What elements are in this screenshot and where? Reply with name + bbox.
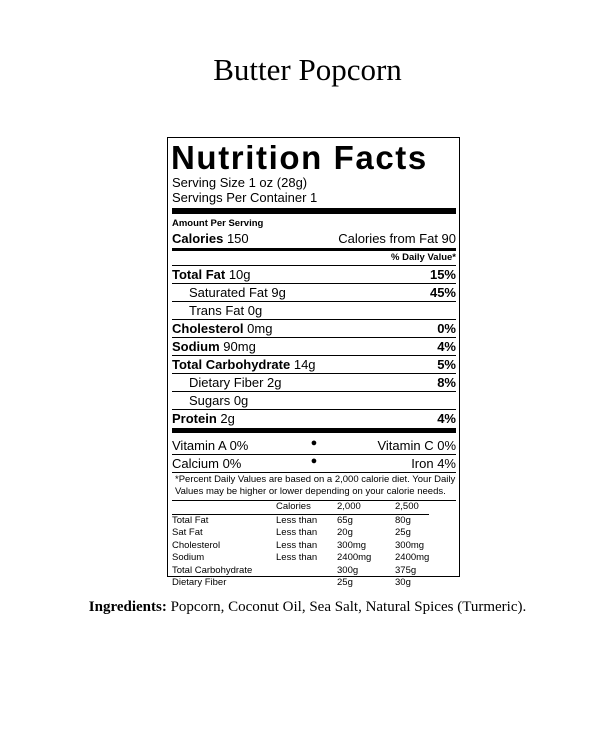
table-cell: Sodium [172, 552, 205, 563]
nutrient-row-saturated-fat [172, 284, 456, 302]
nutrient-amount: 90mg [223, 339, 256, 354]
table-cell: Less than [276, 552, 318, 563]
bullet-icon: ● [310, 455, 318, 467]
table-header-cell: 2,500 [395, 501, 429, 514]
nutrient-row-cholesterol [172, 320, 456, 338]
table-cell: Sat Fat [172, 527, 203, 538]
table-cell: 80g [395, 514, 411, 526]
table-cell: 375g [395, 564, 417, 576]
servings-per-container: Servings Per Container 1 [172, 190, 318, 205]
nutrient-name: Dietary Fiber [189, 375, 264, 390]
nutrient-dv: 8% [437, 375, 456, 390]
calories [172, 230, 249, 247]
calories-from-fat: Calories from Fat 90 [338, 231, 456, 246]
table-row [172, 540, 429, 553]
nutrient-amount: 0g [247, 303, 263, 318]
nutrient-name: Protein [172, 411, 217, 426]
nutrient-row-protein [172, 410, 456, 427]
nutrient-name: Trans Fat [189, 303, 245, 318]
table-cell: Cholesterol [172, 539, 221, 551]
nutrient-dv: 5% [437, 357, 456, 372]
table-cell: 300g [337, 564, 359, 576]
table-cell [276, 577, 337, 590]
nutrient-name: Sodium [172, 339, 220, 354]
nutrient-row-sugars [172, 392, 456, 410]
nutrient-name: Total Carbohydrate [172, 357, 291, 372]
nutrient-dv: 15% [429, 267, 456, 282]
product-title: Butter Popcorn [213, 52, 402, 87]
nutrient-amount: 0mg [247, 321, 273, 336]
ingredients-line [0, 598, 615, 616]
nutrient-dv: 45% [429, 285, 456, 300]
vitamin-row [172, 437, 456, 455]
daily-value-footnote: *Percent Daily Values are based on a 2,000 calorie diet. Your Daily Values may be higher or lower depending on your calorie needs. [172, 473, 456, 501]
nutrient-row-dietary-fiber [172, 374, 456, 392]
nutrient-amount: 14g [293, 357, 316, 372]
ingredients-label: Ingredients: [88, 599, 167, 615]
table-cell: Less than [276, 514, 318, 526]
table-cell: Less than [276, 527, 318, 538]
calories-value: 150 [226, 231, 249, 246]
table-row [172, 565, 429, 578]
nutrient-row-total-fat [172, 266, 456, 284]
table-cell: 30g [395, 577, 411, 588]
calories-label: Calories [172, 231, 224, 246]
nutrient-dv: 4% [437, 411, 456, 426]
calories-row [172, 230, 456, 247]
vitamin-right: Iron 4% [411, 456, 456, 471]
nutrient-row-sodium [172, 338, 456, 356]
amount-per-serving: Amount Per Serving [172, 218, 264, 229]
nutrition-facts-heading: Nutrition Facts [171, 139, 428, 176]
table-cell: Less than [276, 539, 318, 551]
nutrient-dv: 0% [437, 321, 456, 336]
vitamin-right: Vitamin C 0% [377, 438, 456, 453]
nutrition-facts-label [167, 137, 460, 588]
table-cell: 20g [337, 527, 353, 538]
nutrient-amount: 2g [220, 411, 235, 426]
vitamin-row [172, 455, 456, 473]
nutrient-name: Sugars [189, 393, 231, 408]
nutrient-amount: 2g [267, 375, 282, 390]
table-cell: Total Fat [172, 514, 209, 526]
table-header-cell: Calories [276, 501, 337, 514]
table-cell: Dietary Fiber [172, 577, 227, 588]
table-header-cell [172, 501, 276, 514]
table-row [172, 514, 429, 527]
nutrient-amount: 10g [228, 267, 251, 282]
ingredients-text: Popcorn, Coconut Oil, Sea Salt, Natural Spices (Turmeric). [166, 599, 527, 615]
table-cell: Total Carbohydrate [172, 564, 253, 576]
table-cell [276, 565, 337, 578]
serving-size: Serving Size 1 oz (28g) [172, 175, 308, 190]
table-cell: 2400mg [395, 552, 430, 563]
table-row [172, 577, 429, 590]
table-row [172, 552, 429, 565]
table-row [172, 527, 429, 540]
daily-value-header: % Daily Value* [172, 251, 456, 266]
table-header-row [172, 501, 429, 514]
nutrient-dv: 4% [437, 339, 456, 354]
table-cell: 300mg [395, 539, 425, 551]
nutrient-name: Saturated Fat [189, 285, 268, 300]
divider-thick [172, 208, 456, 214]
table-cell: 25g [337, 577, 353, 588]
nutrient-name: Total Fat [172, 267, 226, 282]
vitamin-left: Calcium 0% [172, 456, 242, 471]
nutrient-amount: 9g [271, 285, 286, 300]
nutrient-row-trans-fat [172, 302, 456, 320]
bullet-icon: ● [310, 437, 318, 449]
divider-heavy [172, 428, 456, 433]
table-header-cell: 2,000 [337, 501, 395, 514]
nutrient-amount: 0g [233, 393, 249, 408]
nutrient-name: Cholesterol [172, 321, 244, 336]
daily-values-table [172, 501, 429, 590]
nutrient-row-total-carbohydrate [172, 356, 456, 374]
table-cell: 65g [337, 514, 353, 526]
table-cell: 25g [395, 527, 411, 538]
vitamin-left: Vitamin A 0% [172, 438, 249, 453]
table-cell: 300mg [337, 539, 367, 551]
table-cell: 2400mg [337, 552, 372, 563]
